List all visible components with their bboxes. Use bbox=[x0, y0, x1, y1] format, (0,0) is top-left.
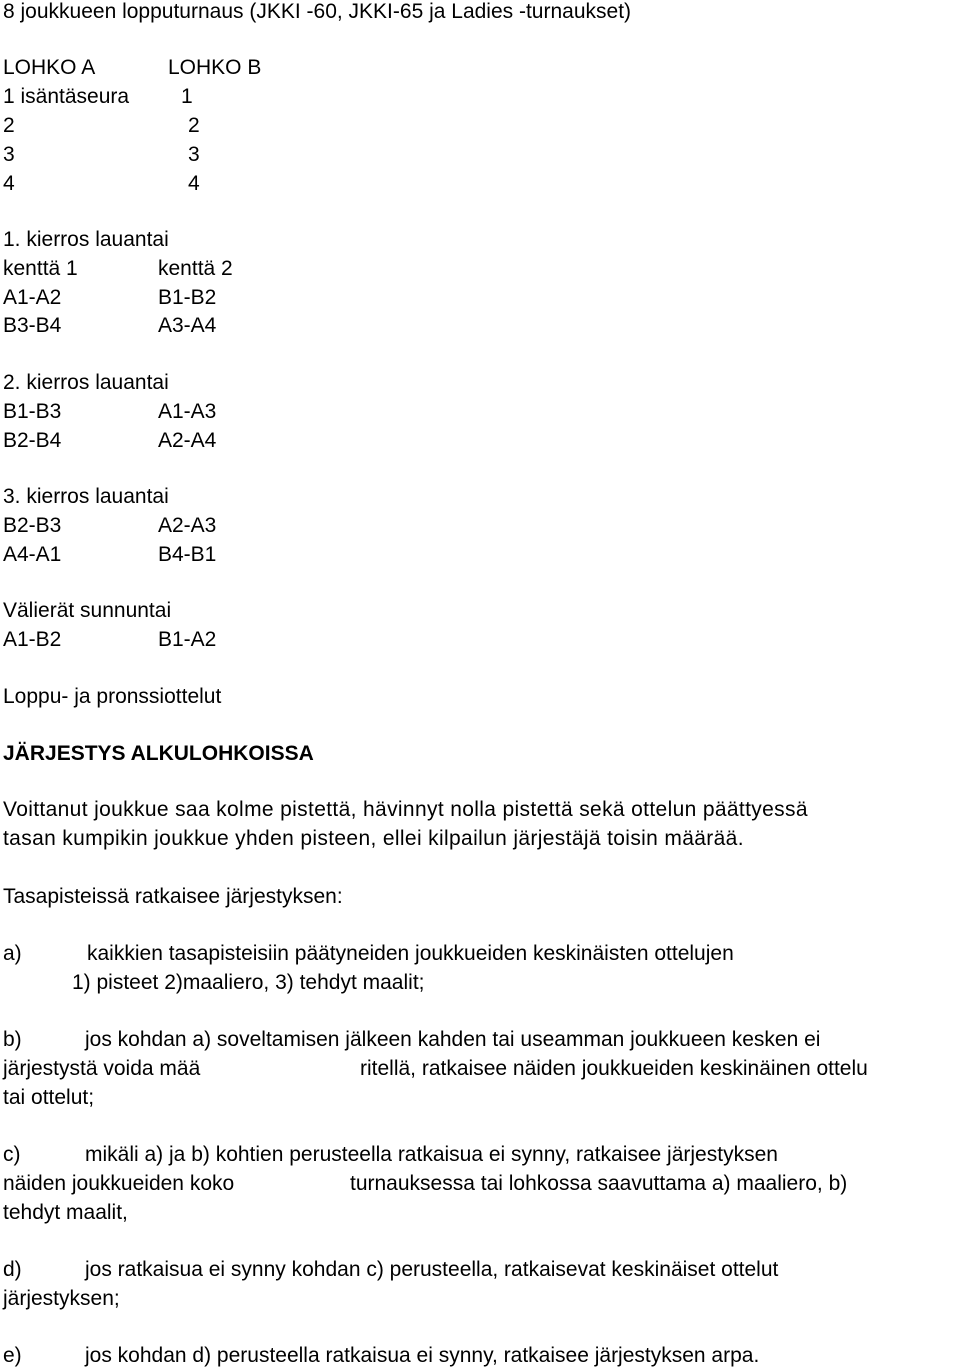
match-field-1: A4-A1 bbox=[3, 543, 62, 566]
field-1-label: kenttä 1 bbox=[3, 257, 78, 280]
round-heading: 1. kierros lauantai bbox=[3, 228, 169, 251]
rule-d-end: järjestyksen; bbox=[3, 1287, 120, 1310]
rule-b-line bbox=[3, 1027, 821, 1053]
group-a-cell: 2 bbox=[3, 114, 15, 137]
match-row bbox=[3, 513, 217, 539]
group-b-label: LOHKO B bbox=[168, 56, 262, 79]
rule-c-end: tehdyt maalit, bbox=[3, 1201, 128, 1224]
rule-c-line bbox=[3, 1142, 778, 1168]
round-heading: Välierät sunnuntai bbox=[3, 599, 172, 622]
ordering-paragraph-line: Voittanut joukkue saa kolme pistettä, hävinnyt nolla pistettä sekä ottelun päättyessä bbox=[3, 798, 808, 821]
ordering-heading: JÄRJESTYS ALKULOHKOISSA bbox=[3, 742, 314, 765]
match-field-1: A1-A2 bbox=[3, 286, 62, 309]
group-b-cell: 4 bbox=[188, 172, 200, 195]
rule-b-marker: b) bbox=[3, 1028, 22, 1051]
field-2-label: kenttä 2 bbox=[158, 257, 233, 280]
rule-b-end: tai ottelut; bbox=[3, 1086, 95, 1109]
rule-c-marker: c) bbox=[3, 1143, 21, 1166]
group-row bbox=[3, 142, 200, 168]
rule-b-text: jos kohdan a) soveltamisen jälkeen kahden tai useamman joukkueen kesken ei bbox=[85, 1028, 821, 1051]
match-field-1: B2-B4 bbox=[3, 429, 62, 452]
match-field-1: A1-B2 bbox=[3, 628, 62, 651]
match-row bbox=[3, 627, 217, 653]
match-field-2: A1-A3 bbox=[158, 400, 217, 423]
page-title: 8 joukkueen lopputurnaus (JKKI -60, JKKI-65 ja Ladies -turnaukset) bbox=[3, 0, 632, 23]
group-a-cell: 4 bbox=[3, 172, 15, 195]
match-field-2: B4-B1 bbox=[158, 543, 217, 566]
rule-e-marker: e) bbox=[3, 1344, 22, 1367]
rule-c-text: mikäli a) ja b) kohtien perusteella ratkaisua ei synny, ratkaisee järjestyksen bbox=[85, 1143, 778, 1166]
group-a-cell: 3 bbox=[3, 143, 15, 166]
rule-d-text: jos ratkaisua ei synny kohdan c) perusteella, ratkaisevat keskinäiset ottelut bbox=[85, 1258, 779, 1281]
groups-header-row bbox=[3, 55, 262, 81]
rule-e-line bbox=[3, 1343, 760, 1369]
rule-a-continuation: 1) pisteet 2)maaliero, 3) tehdyt maalit; bbox=[72, 971, 425, 994]
group-row bbox=[3, 171, 200, 197]
rule-a-line bbox=[3, 941, 734, 967]
round-heading: 3. kierros lauantai bbox=[3, 485, 169, 508]
rule-c-continuation bbox=[3, 1171, 848, 1197]
match-field-2: A2-A3 bbox=[158, 514, 217, 537]
group-b-cell: 2 bbox=[188, 114, 200, 137]
rule-b-continuation bbox=[3, 1056, 868, 1082]
group-a-label: LOHKO A bbox=[3, 56, 96, 79]
rule-a-text: kaikkien tasapisteisiin päätyneiden joukkueiden keskinäisten ottelujen bbox=[87, 942, 734, 965]
finals-heading: Loppu- ja pronssiottelut bbox=[3, 685, 222, 708]
ordering-paragraph-line: tasan kumpikin joukkue yhden pisteen, ellei kilpailun järjestäjä toisin määrää. bbox=[3, 827, 744, 850]
group-b-cell: 1 bbox=[181, 85, 193, 108]
rule-b-text-right: ritellä, ratkaisee näiden joukkueiden keskinäinen ottelu bbox=[360, 1057, 868, 1080]
match-row bbox=[3, 399, 217, 425]
match-field-1: B1-B3 bbox=[3, 400, 62, 423]
group-row bbox=[3, 84, 193, 110]
rule-c-text-right: turnauksessa tai lohkossa saavuttama a) maaliero, b) bbox=[350, 1172, 848, 1195]
rule-e-text: jos kohdan d) perusteella ratkaisua ei synny, ratkaisee järjestyksen arpa. bbox=[85, 1344, 760, 1367]
rule-d-marker: d) bbox=[3, 1258, 22, 1281]
round-heading: 2. kierros lauantai bbox=[3, 371, 169, 394]
match-field-2: B1-A2 bbox=[158, 628, 217, 651]
match-field-1: B3-B4 bbox=[3, 314, 62, 337]
match-row bbox=[3, 428, 217, 454]
rule-b-text-left: järjestystä voida mää bbox=[3, 1057, 201, 1080]
match-row bbox=[3, 313, 217, 339]
match-row bbox=[3, 542, 217, 568]
group-a-cell: 1 isäntäseura bbox=[3, 85, 130, 108]
group-row bbox=[3, 113, 200, 139]
group-b-cell: 3 bbox=[188, 143, 200, 166]
field-header-row bbox=[3, 256, 233, 282]
match-field-2: A2-A4 bbox=[158, 429, 217, 452]
rule-c-text-left: näiden joukkueiden koko bbox=[3, 1172, 235, 1195]
tie-break-intro: Tasapisteissä ratkaisee järjestyksen: bbox=[3, 885, 343, 908]
rule-a-marker: a) bbox=[3, 942, 22, 965]
match-field-1: B2-B3 bbox=[3, 514, 62, 537]
match-row bbox=[3, 285, 217, 311]
rule-d-line bbox=[3, 1257, 779, 1283]
match-field-2: B1-B2 bbox=[158, 286, 217, 309]
match-field-2: A3-A4 bbox=[158, 314, 217, 337]
